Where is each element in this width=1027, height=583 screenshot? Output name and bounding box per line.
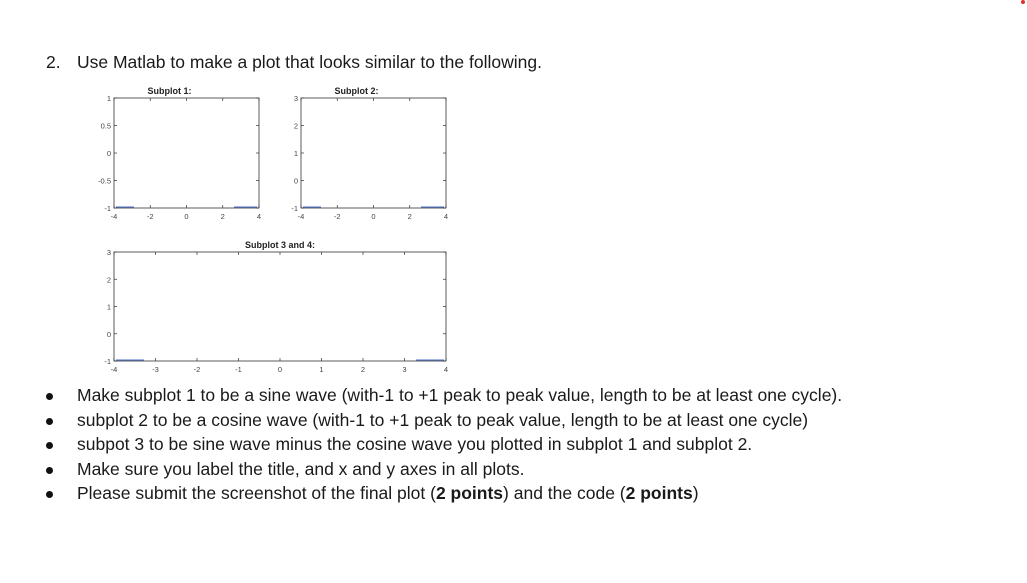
bullet-icon: [46, 442, 53, 449]
subplot-3-ytick-label: 3: [106, 248, 111, 257]
subplot-2-ytick-label: 2: [293, 121, 298, 131]
subplot-3-ytick-label: 1: [106, 302, 111, 312]
instruction-list: [46, 383, 846, 506]
submit-text-before: Please submit the screenshot of the final plot (: [77, 483, 436, 503]
subplot-3-xtick-label: 4: [443, 365, 449, 374]
bullet-icon: [46, 491, 53, 498]
instruction-item: [46, 383, 846, 408]
subplot-3-xtick-label: 2: [360, 365, 366, 374]
bullet-icon: [46, 393, 53, 400]
bullet-icon: [46, 418, 53, 425]
subplot-1-ytick-label: 0: [106, 149, 111, 158]
subplot-2-xtick-label: -4: [297, 212, 305, 221]
subplot-2-title: Subplot 2:: [334, 86, 379, 96]
subplot-3-xtick-label: -1: [235, 365, 242, 374]
subplot-3-xtick-label: 1: [319, 365, 324, 374]
subplot-3-xtick-label: -4: [110, 365, 118, 374]
instruction-text: subpot 3 to be sine wave minus the cosine wave you plotted in subplot 1 and subplot 2.: [77, 434, 753, 454]
subplot-1-xtick-label: -2: [146, 212, 154, 221]
subplot-2-xtick-label: 0: [371, 212, 376, 221]
submit-text-after: ): [692, 483, 699, 503]
subplot-2-ytick-label: 0: [293, 176, 298, 186]
question-text: Use Matlab to make a plot that looks similar to the following.: [77, 52, 542, 72]
subplot-3-ytick-label: 2: [106, 275, 111, 285]
subplot-1-ytick-label: -0.5: [98, 176, 111, 186]
subplot-1-ytick-label: -1: [104, 204, 111, 213]
instruction-item: [46, 432, 846, 457]
subplot-2-xtick-label: 4: [443, 212, 449, 221]
subplot-1-axes-box: [114, 98, 259, 208]
subplot-1-ytick-label: 1: [106, 94, 111, 103]
instruction-text: subplot 2 to be a cosine wave (with-1 to +1 peak to peak value, length to be at least one cycle): [77, 409, 809, 430]
subplot-3-xtick-label: 3: [402, 365, 407, 374]
instruction-item: [46, 408, 846, 433]
subplot-1: [98, 86, 261, 221]
subplot-2-ytick-label: -1: [291, 204, 298, 213]
subplot-2-xtick-label: 2: [407, 212, 412, 221]
points-code: 2 points: [625, 483, 693, 503]
subplot-3-axes-box: [114, 252, 446, 361]
subplot-3: [104, 240, 448, 374]
subplot-2: [291, 86, 448, 221]
subplot-3-title: Subplot 3 and 4:: [244, 240, 316, 250]
subplot-1-ytick-label: 0.5: [100, 121, 111, 131]
corner-marker: [1021, 0, 1025, 4]
subplot-3-xtick-label: -3: [152, 365, 159, 374]
question-number: 2.: [46, 52, 61, 72]
submit-text-middle: ) and the code (: [503, 483, 626, 503]
instruction-text: Make sure you label the title, and x and y axes in all plots.: [77, 458, 525, 479]
points-plot: 2 points: [435, 483, 504, 503]
subplot-2-ytick-label: 3: [293, 94, 298, 103]
subplot-1-xtick-label: 0: [184, 212, 189, 221]
instruction-item: [46, 481, 846, 506]
subplot-1-xtick-label: -4: [110, 212, 118, 221]
bullet-icon: [46, 467, 53, 474]
subplot-2-axes-box: [301, 98, 446, 208]
subplot-2-ytick-label: 1: [293, 149, 298, 158]
subplot-1-xtick-label: 2: [220, 212, 225, 221]
instruction-item: [46, 457, 846, 482]
subplot-3-xtick-label: 0: [277, 365, 283, 374]
subplot-1-title: Subplot 1:: [147, 86, 192, 96]
subplot-3-ytick-label: 0: [106, 329, 111, 339]
subplot-1-xtick-label: 4: [256, 212, 262, 221]
subplot-3-xtick-label: -2: [193, 365, 201, 374]
instruction-text: Make subplot 1 to be a sine wave (with-1 to +1 peak to peak value, length to be at least one cycle).: [77, 385, 843, 405]
subplot-2-xtick-label: -2: [333, 212, 341, 221]
subplot-3-ytick-label: -1: [104, 357, 111, 366]
